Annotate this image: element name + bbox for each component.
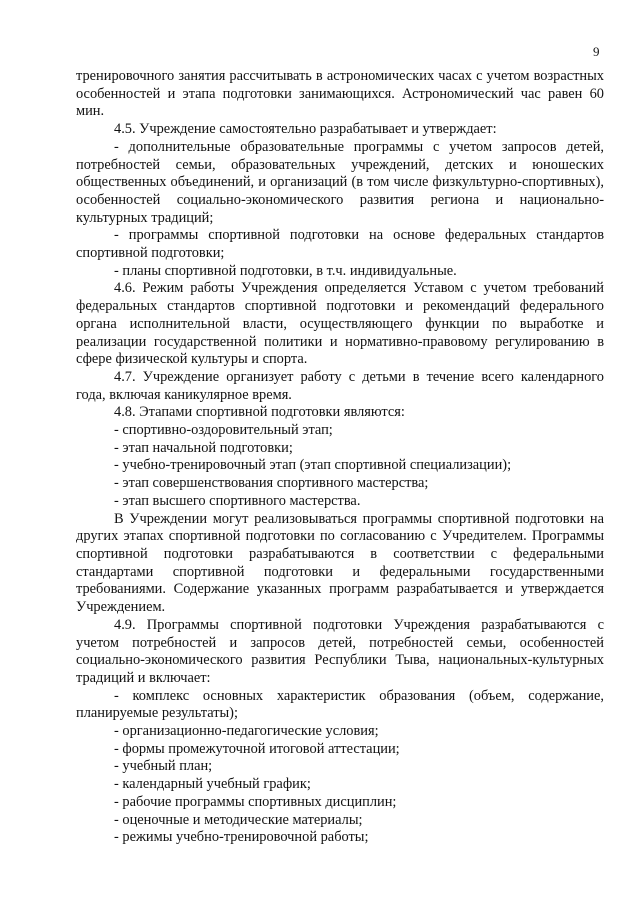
paragraph: 4.6. Режим работы Учреждения определяется Уставом с учетом требований федеральных стандартов спортивной подготовки и рекомендаций федерального органа исполнительной власти, осуществляющего функции по выработке и реализации государственной политики и нормативно-правовому регулированию в сфере физической культуры и спорта. (76, 280, 604, 368)
document-body (76, 68, 604, 847)
paragraph: тренировочного занятия рассчитывать в астрономических часах с учетом возрастных особенностей и этапа подготовки занимающихся. Астрономический час равен 60 мин. (76, 68, 604, 120)
paragraph: - дополнительные образовательные программы с учетом запросов детей, потребностей семьи, образовательных учреждений, детских и юношеских общественных объединений, и организаций (в том числе физкультурно-спортивных), особенностей социально-экономического развития региона и национально-культурных традиций; (76, 138, 604, 226)
paragraph: - комплекс основных характеристик образования (объем, содержание, планируемые результаты); (76, 687, 604, 722)
list-item: 4.8. Этапами спортивной подготовки являются: (114, 404, 405, 421)
paragraph: 4.9. Программы спортивной подготовки Учреждения разрабатываются с учетом потребностей и запросов детей, потребностей семьи, особенностей социально-экономического развития Республики Тыва, национальных-культурных традиций и включает: (76, 616, 604, 686)
page-number: 9 (593, 44, 600, 59)
paragraph: 4.5. Учреждение самостоятельно разрабатывает и утверждает: (114, 121, 497, 138)
paragraph: В Учреждении могут реализовываться программы спортивной подготовки на других этапах спортивной подготовки по согласованию с Учредителем. Программы спортивной подготовки разрабатываются в соответствии с федеральными стандартами спортивной подготовки и федеральными государственными требованиями. Содержание указанных программ разрабатывается и утверждается Учреждением. (76, 510, 604, 616)
list-item: - этап совершенствования спортивного мастерства; (114, 475, 429, 492)
paragraph: 4.7. Учреждение организует работу с детьми в течение всего календарного года, включая каникулярное время. (76, 368, 604, 403)
list-item: - учебный план; (114, 758, 213, 775)
list-item: - организационно-педагогические условия; (114, 723, 379, 740)
list-item: - календарный учебный график; (114, 776, 311, 793)
list-item: - оценочные и методические материалы; (114, 811, 363, 828)
list-item: - планы спортивной подготовки, в т.ч. индивидуальные. (114, 262, 457, 279)
list-item: - спортивно-оздоровительный этап; (114, 422, 333, 439)
list-item: - рабочие программы спортивных дисциплин; (114, 793, 397, 810)
list-item: - режимы учебно-тренировочной работы; (114, 829, 369, 846)
list-item: - учебно-тренировочный этап (этап спортивной специализации); (114, 457, 512, 474)
list-item: - этап высшего спортивного мастерства. (114, 492, 361, 509)
paragraph: - программы спортивной подготовки на основе федеральных стандартов спортивной подготовки; (76, 227, 604, 262)
list-item: - этап начальной подготовки; (114, 439, 293, 456)
list-item: - формы промежуточной итоговой аттестации; (114, 740, 400, 757)
